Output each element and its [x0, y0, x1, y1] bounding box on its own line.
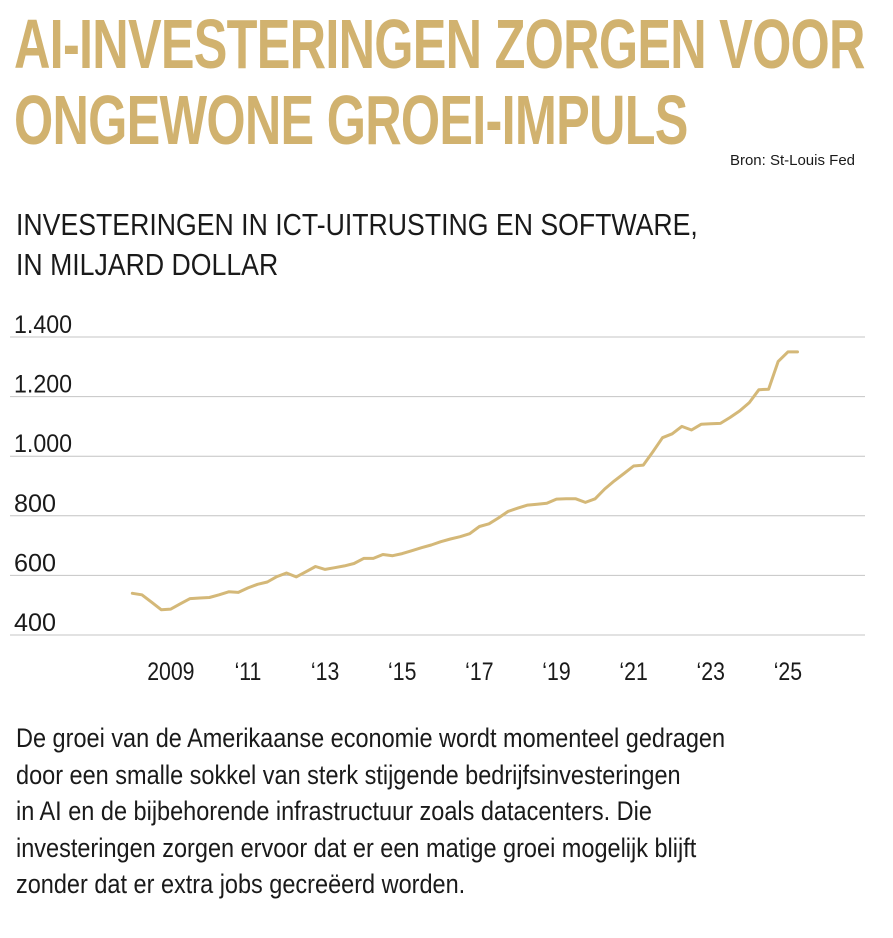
x-tick-label: ‘11 — [234, 657, 262, 686]
x-tick-label: ‘23 — [696, 657, 725, 686]
article-text — [16, 720, 886, 903]
article-line-2: door een smalle sokkel van sterk stijgende bedrijfsinvesteringen — [16, 759, 681, 790]
headline — [14, 5, 865, 159]
x-tick-label: ‘25 — [773, 657, 803, 686]
x-tick-label: ‘19 — [542, 657, 571, 686]
article-line-3: in AI en de bijbehorende infrastructuur zoals datacenters. Die — [16, 796, 652, 826]
y-tick-label: 1.000 — [14, 430, 72, 459]
headline-line-2: ONGEWONE GROEI-IMPULS — [14, 81, 688, 159]
grid-lines — [10, 337, 865, 635]
article-line-4: investeringen zorgen ervoor dat er een matige groei mogelijk blijft — [16, 832, 697, 863]
x-axis-ticks — [147, 657, 802, 685]
x-tick-label: ‘13 — [310, 657, 340, 686]
y-tick-label: 1.200 — [14, 370, 72, 399]
y-tick-label: 400 — [14, 609, 56, 637]
y-tick-label: 1.400 — [14, 311, 72, 339]
series-line — [132, 352, 797, 610]
subtitle-line-2: IN MILJARD DOLLAR — [16, 247, 279, 282]
x-tick-label: ‘15 — [388, 657, 417, 686]
series-layer — [132, 352, 797, 610]
article-line-5: zonder dat er extra jobs gecreëerd worden. — [16, 869, 466, 899]
chart-subtitle — [16, 205, 756, 285]
source-note: Bron: St-Louis Fed — [729, 152, 855, 169]
article-line-1: De groei van de Amerikaanse economie wordt momenteel gedragen — [16, 723, 726, 753]
subtitle-line-1: INVESTERINGEN IN ICT-UITRUSTING EN SOFTWARE, — [16, 207, 698, 242]
y-tick-label: 800 — [14, 489, 56, 518]
y-axis-ticks — [14, 311, 72, 637]
x-tick-label: ‘17 — [465, 657, 494, 686]
line-chart — [0, 310, 893, 700]
y-tick-label: 600 — [14, 549, 56, 578]
x-tick-label: ‘21 — [619, 657, 648, 686]
headline-line-1: AI-INVESTERINGEN ZORGEN VOOR — [14, 5, 865, 83]
x-tick-label: 2009 — [147, 657, 195, 686]
